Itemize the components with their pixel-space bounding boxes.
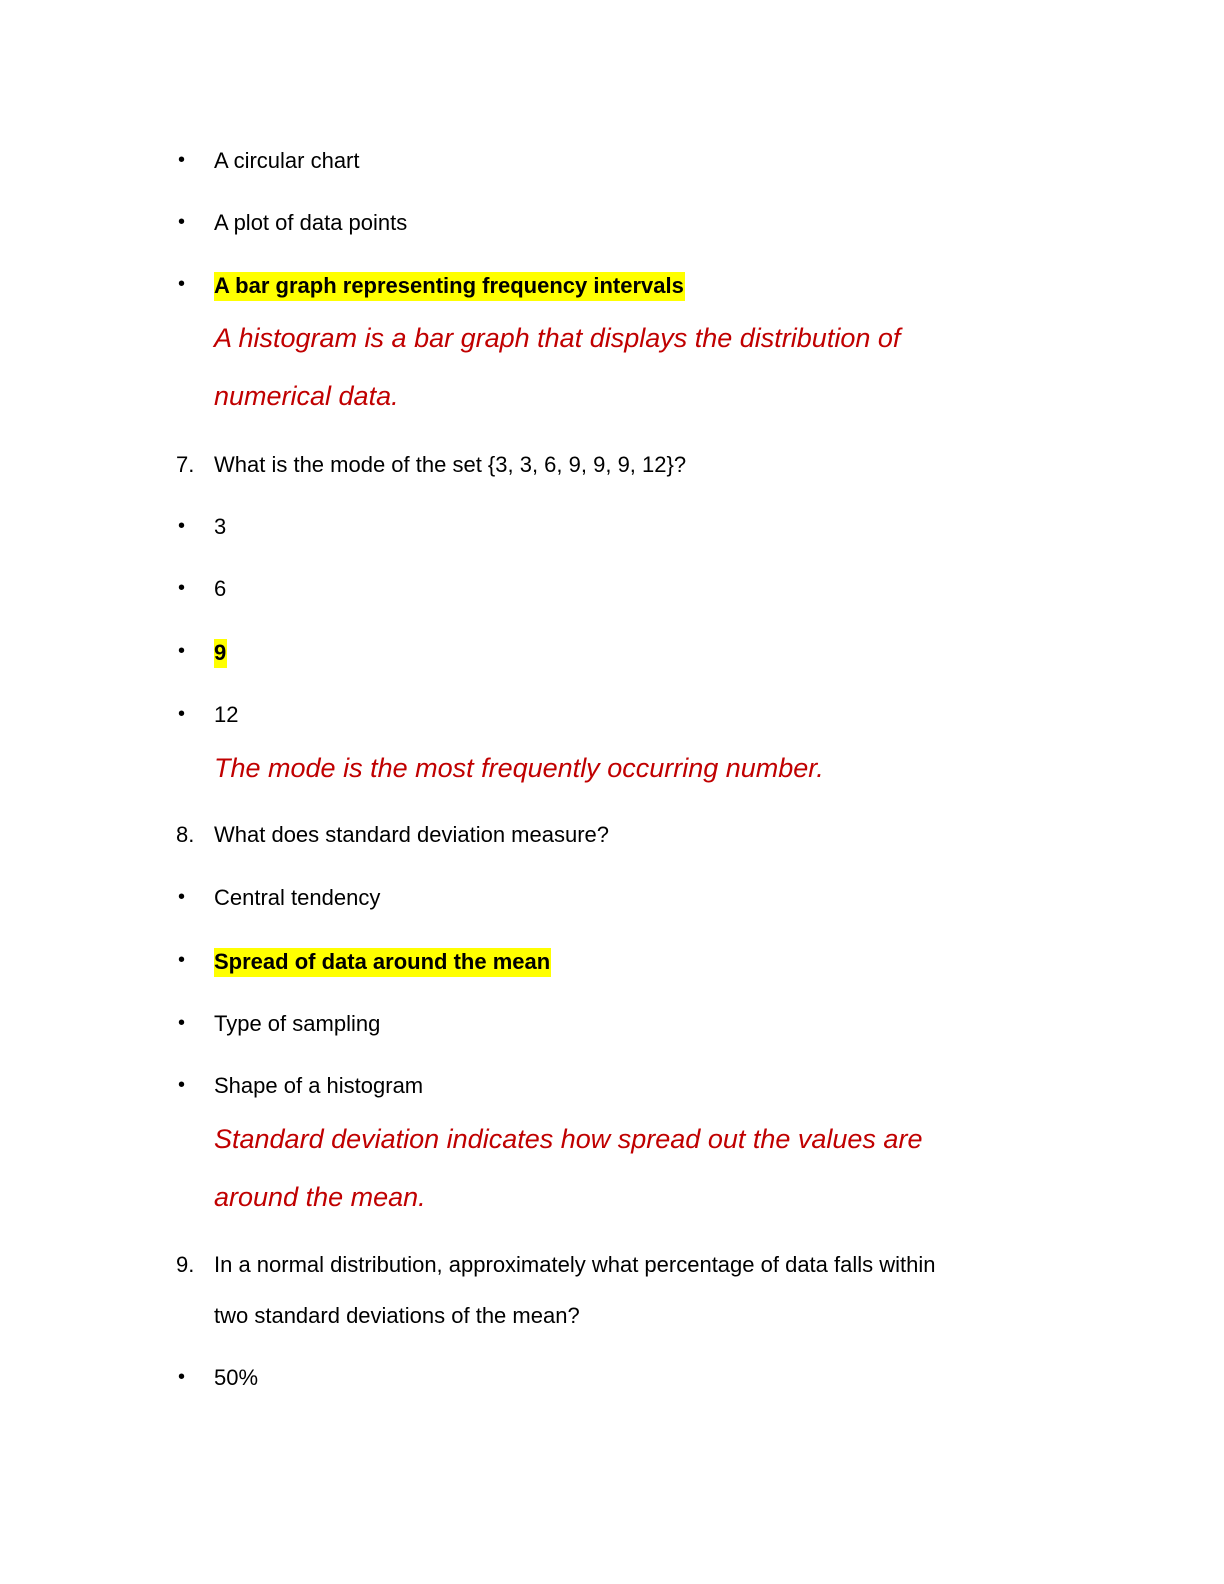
option-text: A circular chart	[214, 148, 360, 173]
question-number: 7.	[176, 452, 195, 477]
bullet-icon: •	[178, 640, 186, 662]
bullet-icon: •	[178, 703, 186, 725]
explanation-text: around the mean.	[214, 1182, 426, 1212]
question-number: 9.	[176, 1252, 195, 1277]
explanation-text: numerical data.	[214, 381, 399, 411]
option-text: 6	[214, 576, 227, 601]
question-number: 8.	[176, 822, 195, 847]
option-text: Type of sampling	[214, 1011, 381, 1036]
bullet-icon: •	[178, 1366, 186, 1388]
question-text: In a normal distribution, approximately what percentage of data falls within	[214, 1252, 936, 1277]
explanation-text: The mode is the most frequently occurring number.	[214, 753, 824, 783]
option-text: 3	[214, 514, 227, 539]
question-text: two standard deviations of the mean?	[214, 1303, 580, 1328]
explanation-text: Standard deviation indicates how spread out the values are	[214, 1124, 923, 1154]
option-text: A plot of data points	[214, 210, 408, 235]
question-text: What is the mode of the set {3, 3, 6, 9, 9, 9, 12}?	[214, 452, 687, 477]
option-text: 50%	[214, 1365, 259, 1390]
option-text: Shape of a histogram	[214, 1073, 424, 1098]
question-text: What does standard deviation measure?	[214, 822, 610, 847]
option-text: 12	[214, 702, 239, 727]
explanation-text: A histogram is a bar graph that displays the distribution of	[214, 323, 901, 353]
bullet-icon: •	[178, 211, 186, 233]
correct-answer-highlight: A bar graph representing frequency intervals	[214, 272, 685, 301]
bullet-icon: •	[178, 149, 186, 171]
bullet-icon: •	[178, 949, 186, 971]
correct-answer-highlight: 9	[214, 639, 227, 668]
correct-answer-highlight: Spread of data around the mean	[214, 948, 551, 977]
bullet-icon: •	[178, 515, 186, 537]
bullet-icon: •	[178, 1012, 186, 1034]
bullet-icon: •	[178, 886, 186, 908]
bullet-icon: •	[178, 577, 186, 599]
bullet-icon: •	[178, 1074, 186, 1096]
bullet-icon: •	[178, 273, 186, 295]
option-text: Central tendency	[214, 885, 381, 910]
